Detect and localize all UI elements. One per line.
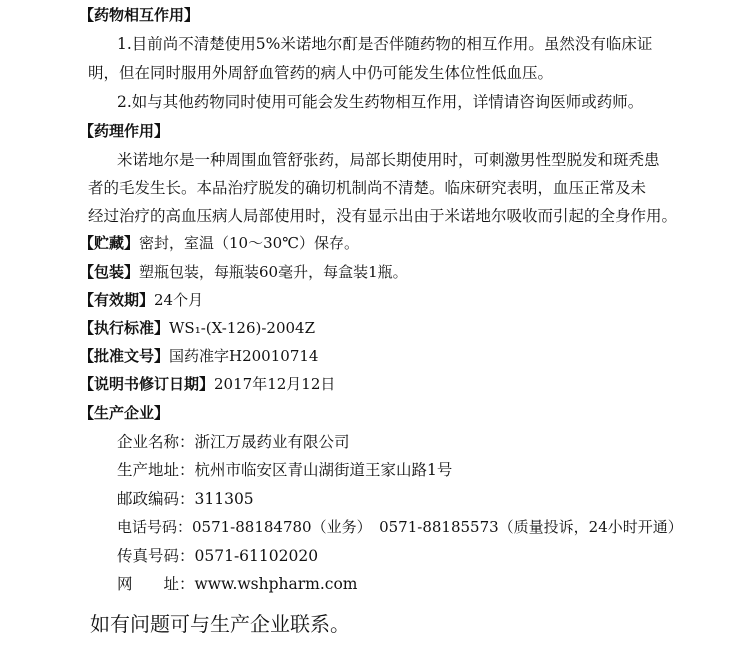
storage-value: 密封，室温（10～30℃）保存。 xyxy=(139,234,359,252)
interactions-paragraph-1-line-2: 明，但在同时服用外周舒血管药的病人中仍可能发生体位性低血压。 xyxy=(88,64,554,82)
standard-row xyxy=(79,318,315,338)
interactions-heading: 【药物相互作用】 xyxy=(79,6,200,24)
validity-label: 【有效期】 xyxy=(79,291,155,309)
revision-value: 2017年12月12日 xyxy=(214,375,336,393)
package-row xyxy=(79,262,408,282)
manufacturer-heading: 【生产企业】 xyxy=(79,404,170,422)
pharmacology-heading: 【药理作用】 xyxy=(79,122,170,140)
manufacturer-website-link[interactable]: www.wshpharm.com xyxy=(194,575,358,593)
manufacturer-postal-code: 邮政编码：311305 xyxy=(117,490,254,508)
storage-label: 【贮藏】 xyxy=(79,234,140,252)
pharmacology-line-2: 者的毛发生长。本品治疗脱发的确切机制尚不清楚。临床研究表明，血压正常及未 xyxy=(88,179,647,197)
interactions-paragraph-2-line-1: 2.如与其他药物同时使用可能会发生药物相互作用，详情请咨询医师或药师。 xyxy=(117,93,644,111)
package-value: 塑瓶包装，每瓶装60毫升，每盒装1瓶。 xyxy=(139,263,408,281)
standard-label: 【执行标准】 xyxy=(79,319,170,337)
pharmacology-line-3: 经过治疗的高血压病人局部使用时，没有显示出由于米诺地尔吸收而引起的全身作用。 xyxy=(88,207,678,225)
storage-row xyxy=(79,233,359,253)
validity-value: 24个月 xyxy=(154,291,204,309)
manufacturer-website-row xyxy=(117,574,358,594)
pharmacology-line-1: 米诺地尔是一种周围血管舒张药，局部长期使用时，可刺激男性型脱发和斑秃患 xyxy=(117,151,660,169)
manufacturer-fax: 传真号码：0571-61102020 xyxy=(117,547,319,565)
manufacturer-website-label: 网 址： xyxy=(117,575,195,593)
interactions-paragraph-1-line-1: 1.目前尚不清楚使用5%米诺地尔酊是否伴随药物的相互作用。虽然没有临床证 xyxy=(117,35,653,53)
manufacturer-address: 生产地址：杭州市临安区青山湖街道王家山路1号 xyxy=(117,461,453,479)
approval-label: 【批准文号】 xyxy=(79,347,170,365)
revision-row xyxy=(79,374,335,394)
contact-manufacturer-note: 如有问题可与生产企业联系。 xyxy=(90,612,350,636)
validity-row xyxy=(79,290,203,310)
manufacturer-name: 企业名称：浙江万晟药业有限公司 xyxy=(117,433,350,451)
package-label: 【包装】 xyxy=(79,263,140,281)
approval-row xyxy=(79,346,318,366)
revision-label: 【说明书修订日期】 xyxy=(79,375,215,393)
standard-value: WS₁-(X-126)-2004Z xyxy=(169,319,316,337)
approval-value: 国药准字H20010714 xyxy=(169,347,319,365)
manufacturer-phone: 电话号码：0571-88184780（业务） 0571-88185573（质量投诉，24小时开通） xyxy=(117,518,683,536)
